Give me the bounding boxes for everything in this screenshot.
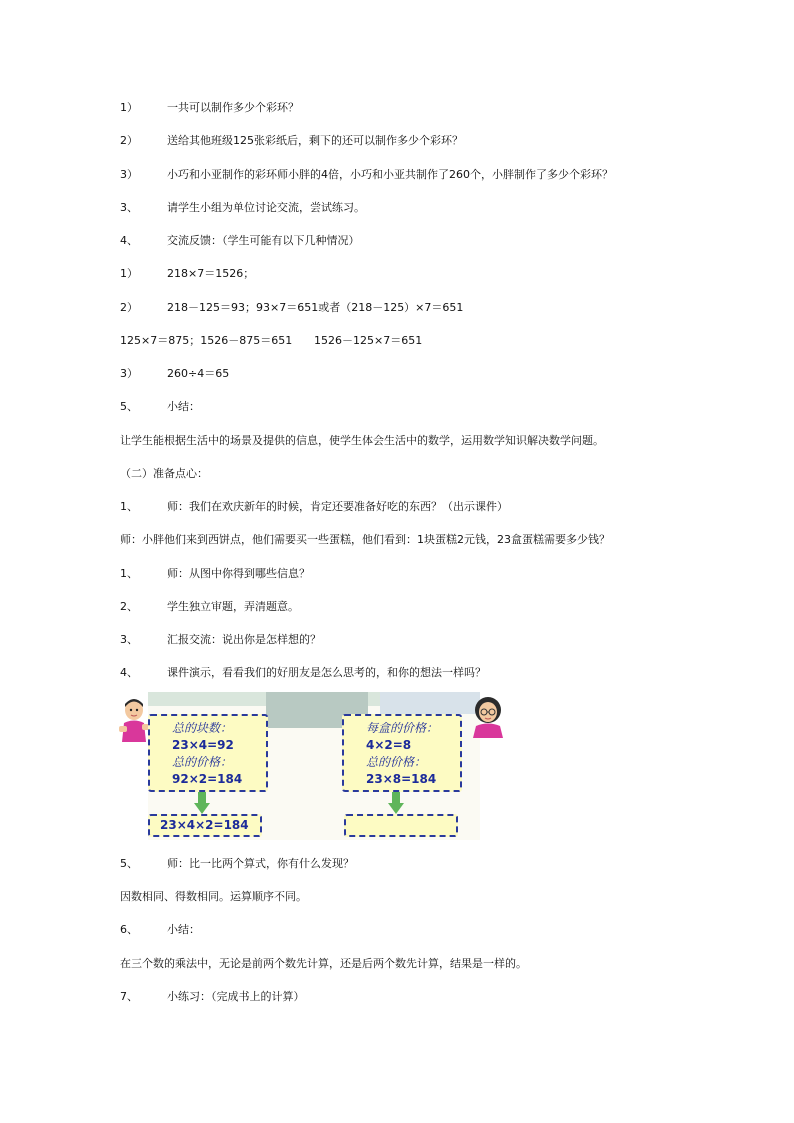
- result-equation: 23×4×2=184: [160, 818, 249, 832]
- list-number: 3）: [120, 367, 138, 380]
- paragraph-text: 让学生能根据生活中的场景及提供的信息，使学生体会生活中的数学，运用数学知识解决数学问题。: [120, 434, 604, 447]
- list-text: 师：从图中你得到哪些信息？: [167, 567, 310, 580]
- background-building: [380, 692, 480, 714]
- text-line: [0, 598, 794, 616]
- text-line: [0, 498, 794, 516]
- list-number: 5、: [120, 857, 138, 870]
- girl-character-icon: [468, 696, 508, 738]
- list-number: 2）: [120, 301, 138, 314]
- text-line: [0, 132, 794, 150]
- text-line: [0, 631, 794, 649]
- list-number: 7、: [120, 990, 138, 1003]
- list-text: 师：我们在欢庆新年的时候，肯定还要准备好吃的东西？（出示课件）: [167, 500, 508, 513]
- list-text: 小巧和小亚制作的彩环师小胖的4倍，小巧和小亚共制作了260个，小胖制作了多少个彩环？: [167, 168, 613, 181]
- list-number: 3、: [120, 633, 138, 646]
- box-equation: 23×8=184: [366, 772, 437, 786]
- list-number: 1、: [120, 500, 138, 513]
- list-text: 师：比一比两个算式，你有什么发现？: [167, 857, 354, 870]
- text-line: [0, 664, 794, 682]
- paragraph: [0, 432, 794, 450]
- equation-text: 125×7＝875；1526－875＝651: [120, 334, 293, 347]
- list-text: 送给其他班级125张彩纸后，剩下的还可以制作多少个彩环？: [167, 134, 463, 147]
- box-label: 总的块数：: [172, 721, 233, 735]
- down-arrow-icon: [388, 792, 404, 814]
- text-line: [0, 565, 794, 583]
- text-line: [0, 232, 794, 250]
- paragraph: [0, 888, 794, 906]
- list-text: 交流反馈：（学生可能有以下几种情况）: [167, 234, 360, 247]
- paragraph-text: 因数相同、得数相同。运算顺序不同。: [120, 890, 307, 903]
- list-number: 4、: [120, 666, 138, 679]
- boy-character-icon: [118, 698, 152, 742]
- text-line: [0, 265, 794, 283]
- list-number: 1、: [120, 567, 138, 580]
- text-line: [0, 99, 794, 117]
- box-label: 总的价格：: [366, 755, 427, 769]
- list-number: 3、: [120, 201, 138, 214]
- text-line: [0, 365, 794, 383]
- text-line: [0, 166, 794, 184]
- list-text: 汇报交流：说出你是怎样想的？: [167, 633, 321, 646]
- text-line: [0, 921, 794, 939]
- list-number: 2）: [120, 134, 138, 147]
- section-heading-text: （二）准备点心：: [120, 467, 208, 480]
- box-label: 总的价格：: [172, 755, 233, 769]
- list-number: 3）: [120, 168, 138, 181]
- list-text: 请学生小组为单位讨论交流，尝试练习。: [167, 201, 365, 214]
- text-line: [0, 855, 794, 873]
- text-line: [0, 199, 794, 217]
- list-number: 2、: [120, 600, 138, 613]
- list-number: 6、: [120, 923, 138, 936]
- list-text: 218×7＝1526；: [167, 267, 255, 280]
- equation-text: 1526－125×7＝651: [314, 334, 423, 347]
- calculation-box-left: [148, 714, 268, 792]
- list-text: 学生独立审题，弄清题意。: [167, 600, 299, 613]
- box-equation: 92×2=184: [172, 772, 243, 786]
- text-line: [0, 988, 794, 1006]
- list-number: 4、: [120, 234, 138, 247]
- list-text: 260÷4＝65: [167, 367, 230, 380]
- section-heading: [0, 465, 794, 483]
- list-number: 5、: [120, 400, 138, 413]
- box-equation: 23×4=92: [172, 738, 234, 752]
- list-text: 218－125＝93；93×7＝651或者（218－125）×7＝651: [167, 301, 464, 314]
- result-box-left: [148, 814, 262, 837]
- paragraph-text: 师：小胖他们来到西饼点，他们需要买一些蛋糕，他们看到：1块蛋糕2元钱，23盒蛋糕需要多少钱？: [120, 533, 610, 546]
- box-label: 每盒的价格：: [366, 721, 439, 735]
- list-number: 1）: [120, 101, 138, 114]
- text-line: [0, 299, 794, 317]
- calculation-box-right: [342, 714, 462, 792]
- list-text: 课件演示，看看我们的好朋友是怎么思考的，和你的想法一样吗？: [167, 666, 486, 679]
- text-line: [0, 332, 794, 350]
- down-arrow-icon: [194, 792, 210, 814]
- paragraph: [0, 955, 794, 973]
- paragraph-text: 在三个数的乘法中，无论是前两个数先计算，还是后两个数先计算，结果是一样的。: [120, 957, 527, 970]
- paragraph: [0, 531, 794, 549]
- list-text: 一共可以制作多少个彩环？: [167, 101, 299, 114]
- box-equation: 4×2=8: [366, 738, 412, 752]
- list-number: 1）: [120, 267, 138, 280]
- text-line: [0, 398, 794, 416]
- list-text: 小结：: [167, 400, 200, 413]
- list-text: 小结：: [167, 923, 200, 936]
- courseware-illustration: [118, 692, 510, 840]
- list-text: 小练习：（完成书上的计算）: [167, 990, 305, 1003]
- result-box-right: [344, 814, 458, 837]
